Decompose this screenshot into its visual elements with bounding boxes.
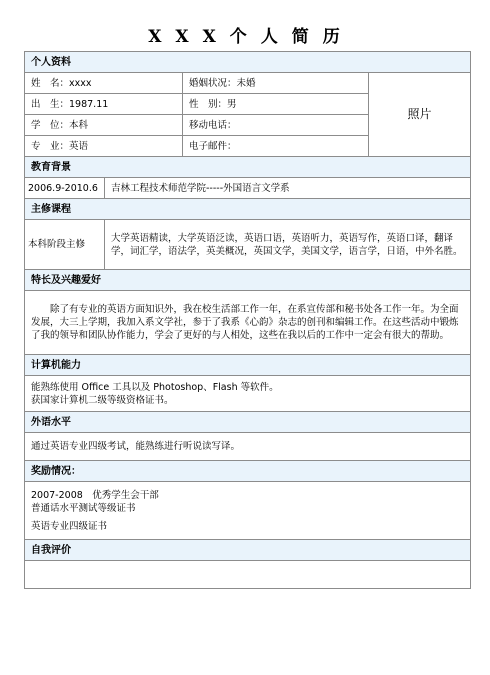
resume-table [24,51,471,589]
education-school: 吉林工程技术师范学院-----外国语言文学系 [105,178,471,199]
courses-stage: 本科阶段主修 [25,220,105,270]
language-text: 通过英语专业四级考试，能熟练进行听说读写译。 [25,433,471,461]
section-header-education: 教育背景 [25,157,471,178]
resume-title [0,22,490,47]
awards-list [25,482,471,540]
title-char: 个 [229,27,249,47]
computer-line: 能熟练使用 Office 工具以及 Photoshop、Flash 等软件。 [31,381,279,393]
hobbies-text: 除了有专业的英语方面知识外，我在校生活部工作一年，在系宣传部和秘书处各工作一年。为全面发展，大三上学期，我加入系文学社，参于了我系《心韵》杂志的创刊和编辑工作。在这些活动中锻炼了我的领导和团队协作能力，学会了更好的与人相处，这些在我以后的工作中一定会有很大的帮助。 [25,291,471,355]
title-char: 简 [291,27,311,47]
title-char: 历 [322,27,342,47]
section-header-courses: 主修课程 [25,199,471,220]
gender-field: 性 别：男 [183,94,369,115]
courses-list: 大学英语精读，大学英语泛读，英语口语，英语听力，英语写作，英语口译，翻译学，词汇学，语法学，英美概况，英国文学，美国文学，语言学，日语，中外名胜。 [105,220,471,270]
self-eval-content [25,561,471,589]
title-char: X [202,27,218,47]
section-header-awards: 奖励情况： [25,461,471,482]
title-char: X [175,27,191,47]
section-header-computer: 计算机能力 [25,355,471,376]
award-item: 2007-2008 优秀学生会干部 [31,489,159,501]
title-char: X [148,27,164,47]
phone-field: 移动电话： [183,115,369,136]
title-char: 人 [260,27,280,47]
section-header-language: 外语水平 [25,412,471,433]
birth-field: 出 生：1987.11 [25,94,183,115]
marital-field: 婚姻状况：未婚 [183,73,369,94]
education-period: 2006.9-2010.6 [25,178,105,199]
computer-skills [25,376,471,412]
award-item: 普通话水平测试等级证书 [31,502,136,514]
section-header-self-eval: 自我评价 [25,540,471,561]
section-header-hobbies: 特长及兴趣爱好 [25,270,471,291]
name-field: 姓 名：xxxx [25,73,183,94]
degree-field: 学 位：本科 [25,115,183,136]
email-field: 电子邮件： [183,136,369,157]
computer-line: 获国家计算机二级等级资格证书。 [31,394,174,406]
major-field: 专 业：英语 [25,136,183,157]
section-header-personal: 个人资料 [25,52,471,73]
award-item: 英语专业四级证书 [31,520,108,532]
photo-placeholder: 照片 [369,73,471,157]
